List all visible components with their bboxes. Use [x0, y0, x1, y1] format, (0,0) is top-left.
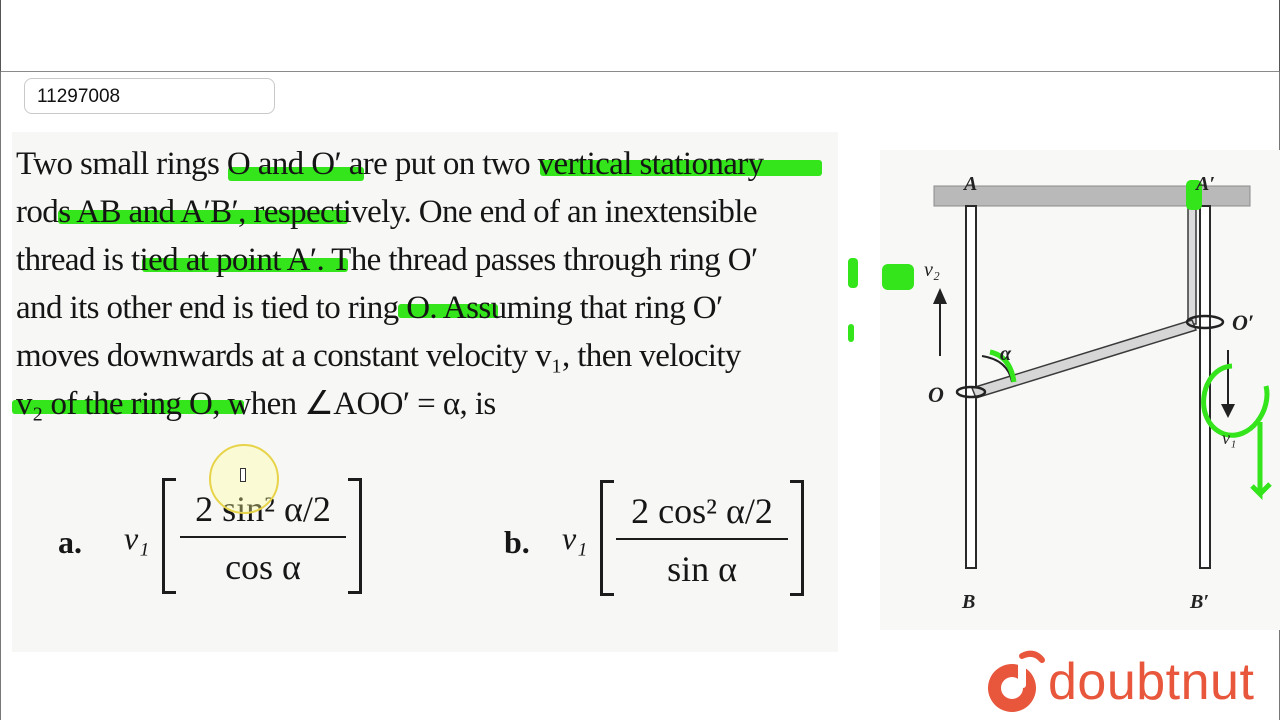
- option-b-numerator: 2 cos² α/2: [631, 491, 773, 531]
- label-o-prime: O′: [1232, 310, 1255, 335]
- highlight-v1-tail: [1252, 422, 1270, 494]
- option-b-factor: v₁: [562, 520, 588, 556]
- doubtnut-logo: [982, 646, 1280, 720]
- option-a-factor: v₁: [124, 520, 150, 556]
- label-o: O: [928, 382, 944, 407]
- doubtnut-logo-text: doubtnut: [1048, 653, 1255, 711]
- physics-figure: [840, 160, 1280, 620]
- doubtnut-logo-icon: [982, 646, 1048, 720]
- highlight-v1-loop: [1204, 366, 1267, 435]
- option-b-fraction-bar: [616, 538, 788, 540]
- question-id-box[interactable]: [24, 78, 275, 114]
- option-a-label: a.: [58, 524, 82, 560]
- highlight-dash-2: [848, 324, 854, 342]
- label-v1: v₁: [1222, 428, 1237, 448]
- label-a: A: [964, 173, 978, 195]
- label-a-prime: A′: [1196, 173, 1215, 195]
- v1-arrow-head: [1221, 404, 1235, 418]
- option-a-fraction-bar: [180, 536, 346, 538]
- question-line-1: Two small rings O and O′ are put on two vertical stationary: [16, 146, 764, 182]
- option-a-denominator: cos α: [225, 547, 301, 587]
- option-b-bracket-right: [790, 480, 804, 596]
- v2-arrow-head: [933, 288, 947, 304]
- question-id: 11297008: [37, 86, 121, 107]
- label-b: B: [962, 591, 976, 613]
- option-b-bracket-left: [600, 480, 614, 596]
- label-v2: v₂: [924, 259, 940, 281]
- label-alpha: α: [1000, 343, 1012, 365]
- question-line-4: and its other end is tied to ring O. Assuming that ring O′: [16, 290, 723, 326]
- question-line-5: moves downwards at a constant velocity v₁, then velocity: [16, 338, 741, 374]
- question-line-3: thread is tied at point A′. The thread passes through ring O′: [16, 242, 758, 278]
- highlight-dash-1: [848, 258, 858, 288]
- option-b-denominator: sin α: [667, 549, 737, 589]
- option-a-numerator: 2 sin² α/2: [195, 489, 331, 529]
- option-a-bracket-left: [162, 478, 176, 594]
- option-b-label: b.: [504, 524, 530, 560]
- label-b-prime: B′: [1190, 591, 1209, 613]
- top-blank-strip: [0, 0, 1280, 72]
- frame-border-left: [0, 72, 1, 720]
- question-line-2: rods AB and A′B′, respectively. One end of an inextensible: [16, 194, 757, 230]
- option-a-bracket-right: [348, 478, 362, 594]
- text-cursor-icon: [240, 468, 246, 482]
- highlight-v2: [882, 264, 914, 290]
- question-line-6: v₂ of the ring O, when ∠AOO′ = α, is: [16, 386, 496, 422]
- thread-vertical: [1188, 206, 1196, 324]
